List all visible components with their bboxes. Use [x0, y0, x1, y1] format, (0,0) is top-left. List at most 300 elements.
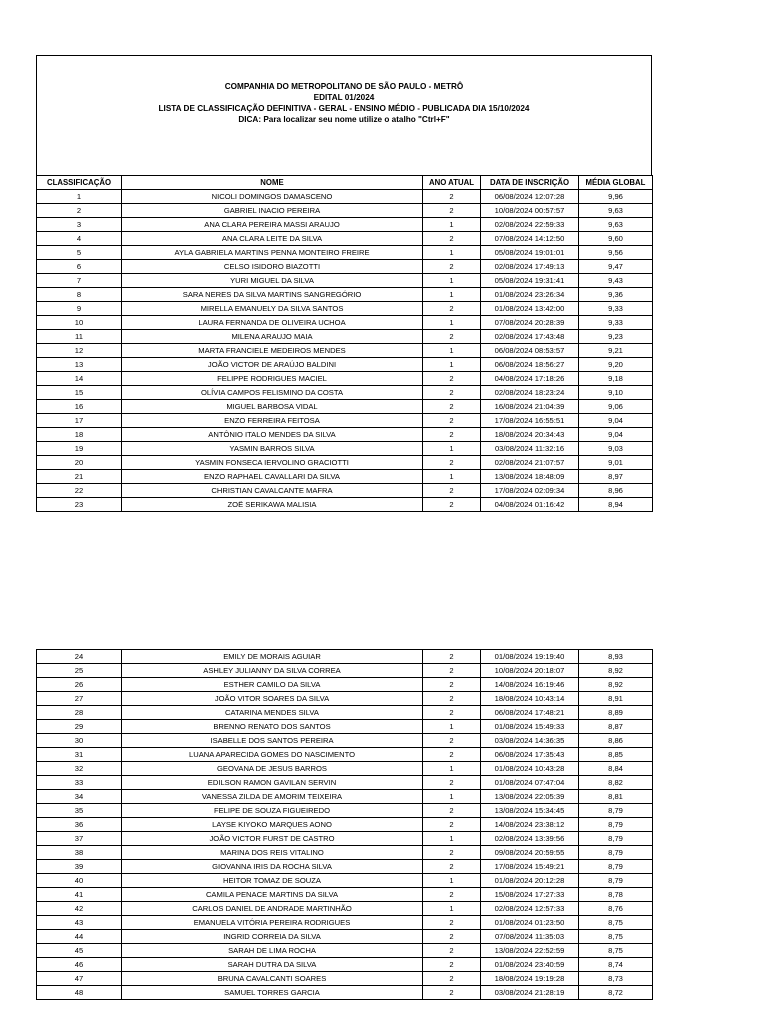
cell-nome: BRUNA CAVALCANTI SOARES — [122, 972, 423, 986]
cell-classificacao: 48 — [37, 986, 122, 1000]
table-header-row — [37, 176, 653, 190]
table-row — [37, 664, 653, 678]
cell-ano-atual: 2 — [423, 972, 481, 986]
cell-media-global: 9,18 — [579, 372, 653, 386]
cell-data-inscricao: 06/08/2024 08:53:57 — [481, 344, 579, 358]
cell-nome: CARLOS DANIEL DE ANDRADE MARTINHÃO — [122, 902, 423, 916]
table-row — [37, 484, 653, 498]
cell-nome: HEITOR TOMAZ DE SOUZA — [122, 874, 423, 888]
cell-classificacao: 26 — [37, 678, 122, 692]
cell-media-global: 9,06 — [579, 400, 653, 414]
table-row — [37, 832, 653, 846]
cell-nome: ZOË SERIKAWA MALISIA — [122, 498, 423, 512]
cell-media-global: 8,94 — [579, 498, 653, 512]
cell-media-global: 9,36 — [579, 288, 653, 302]
cell-classificacao: 9 — [37, 302, 122, 316]
cell-nome: JOÃO VICTOR FURST DE CASTRO — [122, 832, 423, 846]
cell-media-global: 8,96 — [579, 484, 653, 498]
table-row — [37, 972, 653, 986]
classification-table-2 — [36, 649, 653, 1000]
cell-nome: JOÃO VICTOR DE ARAÚJO BALDINI — [122, 358, 423, 372]
cell-nome: INGRID CORREIA DA SILVA — [122, 930, 423, 944]
classification-table-1 — [36, 175, 653, 512]
cell-ano-atual: 2 — [423, 498, 481, 512]
cell-classificacao: 4 — [37, 232, 122, 246]
cell-ano-atual: 2 — [423, 692, 481, 706]
table-row — [37, 400, 653, 414]
table-row — [37, 804, 653, 818]
cell-classificacao: 44 — [37, 930, 122, 944]
cell-data-inscricao: 07/08/2024 20:28:39 — [481, 316, 579, 330]
cell-ano-atual: 1 — [423, 470, 481, 484]
cell-ano-atual: 2 — [423, 330, 481, 344]
table-row — [37, 874, 653, 888]
cell-ano-atual: 1 — [423, 720, 481, 734]
cell-nome: LUANA APARECIDA GOMES DO NASCIMENTO — [122, 748, 423, 762]
cell-data-inscricao: 06/08/2024 17:48:21 — [481, 706, 579, 720]
cell-nome: ENZO RAPHAEL CAVALLARI DA SILVA — [122, 470, 423, 484]
cell-classificacao: 19 — [37, 442, 122, 456]
cell-classificacao: 29 — [37, 720, 122, 734]
cell-data-inscricao: 09/08/2024 20:59:55 — [481, 846, 579, 860]
cell-data-inscricao: 01/08/2024 23:40:59 — [481, 958, 579, 972]
table-row — [37, 190, 653, 204]
cell-data-inscricao: 13/08/2024 22:05:39 — [481, 790, 579, 804]
cell-data-inscricao: 04/08/2024 17:18:26 — [481, 372, 579, 386]
table-row — [37, 232, 653, 246]
cell-nome: EDILSON RAMON GAVILAN SERVIN — [122, 776, 423, 790]
page-block-1 — [36, 55, 652, 512]
table-row — [37, 204, 653, 218]
cell-media-global: 9,63 — [579, 218, 653, 232]
cell-classificacao: 14 — [37, 372, 122, 386]
table-row — [37, 776, 653, 790]
cell-ano-atual: 2 — [423, 944, 481, 958]
cell-nome: ASHLEY JULIANNY DA SILVA CORREA — [122, 664, 423, 678]
cell-media-global: 8,97 — [579, 470, 653, 484]
cell-nome: BRENNO RENATO DOS SANTOS — [122, 720, 423, 734]
cell-data-inscricao: 18/08/2024 20:34:43 — [481, 428, 579, 442]
table-row — [37, 958, 653, 972]
cell-ano-atual: 1 — [423, 274, 481, 288]
cell-classificacao: 28 — [37, 706, 122, 720]
cell-data-inscricao: 04/08/2024 01:16:42 — [481, 498, 579, 512]
table-row — [37, 274, 653, 288]
cell-classificacao: 12 — [37, 344, 122, 358]
cell-data-inscricao: 02/08/2024 13:39:56 — [481, 832, 579, 846]
cell-media-global: 9,04 — [579, 428, 653, 442]
cell-ano-atual: 2 — [423, 190, 481, 204]
cell-nome: ANA CLARA PEREIRA MASSI ARAUJO — [122, 218, 423, 232]
cell-ano-atual: 2 — [423, 414, 481, 428]
cell-nome: ANTÔNIO ITALO MENDES DA SILVA — [122, 428, 423, 442]
cell-data-inscricao: 17/08/2024 16:55:51 — [481, 414, 579, 428]
table-row — [37, 442, 653, 456]
cell-ano-atual: 2 — [423, 232, 481, 246]
cell-data-inscricao: 18/08/2024 10:43:14 — [481, 692, 579, 706]
table-row — [37, 344, 653, 358]
table-row — [37, 790, 653, 804]
cell-data-inscricao: 05/08/2024 19:31:41 — [481, 274, 579, 288]
cell-data-inscricao: 17/08/2024 15:49:21 — [481, 860, 579, 874]
cell-classificacao: 31 — [37, 748, 122, 762]
cell-classificacao: 2 — [37, 204, 122, 218]
cell-ano-atual: 1 — [423, 832, 481, 846]
cell-data-inscricao: 06/08/2024 17:35:43 — [481, 748, 579, 762]
cell-classificacao: 39 — [37, 860, 122, 874]
cell-nome: EMANUELA VITÓRIA PEREIRA RODRIGUES — [122, 916, 423, 930]
cell-media-global: 8,78 — [579, 888, 653, 902]
cell-data-inscricao: 10/08/2024 20:18:07 — [481, 664, 579, 678]
cell-ano-atual: 2 — [423, 664, 481, 678]
cell-media-global: 9,96 — [579, 190, 653, 204]
cell-nome: SARAH DE LIMA ROCHA — [122, 944, 423, 958]
cell-data-inscricao: 05/08/2024 19:01:01 — [481, 246, 579, 260]
cell-media-global: 8,79 — [579, 874, 653, 888]
table-row — [37, 386, 653, 400]
cell-media-global: 9,43 — [579, 274, 653, 288]
cell-media-global: 9,10 — [579, 386, 653, 400]
cell-classificacao: 38 — [37, 846, 122, 860]
cell-nome: MARINA DOS REIS VITALINO — [122, 846, 423, 860]
cell-nome: GEOVANA DE JESUS BARROS — [122, 762, 423, 776]
cell-nome: YASMIN BARROS SILVA — [122, 442, 423, 456]
table-row — [37, 456, 653, 470]
cell-ano-atual: 2 — [423, 734, 481, 748]
cell-ano-atual: 2 — [423, 860, 481, 874]
cell-classificacao: 43 — [37, 916, 122, 930]
cell-nome: YASMIN FONSECA IERVOLINO GRACIOTTI — [122, 456, 423, 470]
cell-data-inscricao: 15/08/2024 17:27:33 — [481, 888, 579, 902]
cell-classificacao: 8 — [37, 288, 122, 302]
cell-nome: EMILY DE MORAIS AGUIAR — [122, 650, 423, 664]
cell-nome: MIGUEL BARBOSA VIDAL — [122, 400, 423, 414]
cell-data-inscricao: 01/08/2024 01:23:50 — [481, 916, 579, 930]
cell-ano-atual: 2 — [423, 428, 481, 442]
cell-nome: CATARINA MENDES SILVA — [122, 706, 423, 720]
cell-nome: LAURA FERNANDA DE OLIVEIRA UCHOA — [122, 316, 423, 330]
cell-ano-atual: 2 — [423, 678, 481, 692]
cell-nome: LAYSE KIYOKO MARQUES AONO — [122, 818, 423, 832]
cell-nome: ENZO FERREIRA FEITOSA — [122, 414, 423, 428]
cell-nome: ISABELLE DOS SANTOS PEREIRA — [122, 734, 423, 748]
cell-data-inscricao: 02/08/2024 17:49:13 — [481, 260, 579, 274]
cell-nome: JOÃO VITOR SOARES DA SILVA — [122, 692, 423, 706]
cell-classificacao: 24 — [37, 650, 122, 664]
cell-data-inscricao: 01/08/2024 23:26:34 — [481, 288, 579, 302]
page-block-2 — [36, 649, 652, 1000]
cell-nome: SARAH DUTRA DA SILVA — [122, 958, 423, 972]
cell-nome: NICOLI DOMINGOS DAMASCENO — [122, 190, 423, 204]
cell-classificacao: 22 — [37, 484, 122, 498]
cell-ano-atual: 2 — [423, 748, 481, 762]
cell-data-inscricao: 03/08/2024 14:36:35 — [481, 734, 579, 748]
company-title: COMPANHIA DO METROPOLITANO DE SÃO PAULO - METRÔ — [224, 81, 464, 91]
cell-media-global: 8,89 — [579, 706, 653, 720]
table-row — [37, 860, 653, 874]
cell-classificacao: 40 — [37, 874, 122, 888]
cell-nome: FELIPPE RODRIGUES MACIEL — [122, 372, 423, 386]
cell-media-global: 9,60 — [579, 232, 653, 246]
cell-media-global: 8,92 — [579, 664, 653, 678]
table-row — [37, 470, 653, 484]
cell-media-global: 8,79 — [579, 832, 653, 846]
cell-nome: GIOVANNA IRIS DA ROCHA SILVA — [122, 860, 423, 874]
cell-media-global: 9,03 — [579, 442, 653, 456]
cell-media-global: 9,20 — [579, 358, 653, 372]
cell-classificacao: 46 — [37, 958, 122, 972]
cell-classificacao: 13 — [37, 358, 122, 372]
cell-nome: MIRELLA EMANUELY DA SILVA SANTOS — [122, 302, 423, 316]
table-row — [37, 720, 653, 734]
cell-data-inscricao: 02/08/2024 12:57:33 — [481, 902, 579, 916]
cell-ano-atual: 2 — [423, 650, 481, 664]
cell-classificacao: 25 — [37, 664, 122, 678]
cell-media-global: 8,75 — [579, 916, 653, 930]
table-row — [37, 706, 653, 720]
cell-data-inscricao: 02/08/2024 17:43:48 — [481, 330, 579, 344]
cell-classificacao: 1 — [37, 190, 122, 204]
table-row — [37, 888, 653, 902]
search-tip: DICA: Para localizar seu nome utilize o atalho "Ctrl+F" — [238, 114, 450, 124]
cell-ano-atual: 2 — [423, 302, 481, 316]
table-row — [37, 818, 653, 832]
cell-classificacao: 21 — [37, 470, 122, 484]
cell-media-global: 8,74 — [579, 958, 653, 972]
column-header-classificacao: CLASSIFICAÇÃO — [37, 176, 122, 190]
cell-ano-atual: 2 — [423, 260, 481, 274]
cell-classificacao: 20 — [37, 456, 122, 470]
cell-media-global: 8,85 — [579, 748, 653, 762]
cell-classificacao: 16 — [37, 400, 122, 414]
cell-data-inscricao: 14/08/2024 23:38:12 — [481, 818, 579, 832]
cell-nome: FELIPE DE SOUZA FIGUEIREDO — [122, 804, 423, 818]
cell-data-inscricao: 03/08/2024 21:28:19 — [481, 986, 579, 1000]
cell-nome: MARTA FRANCIELE MEDEIROS MENDES — [122, 344, 423, 358]
cell-nome: YURI MIGUEL DA SILVA — [122, 274, 423, 288]
cell-ano-atual: 2 — [423, 706, 481, 720]
table-row — [37, 986, 653, 1000]
cell-media-global: 8,72 — [579, 986, 653, 1000]
cell-ano-atual: 1 — [423, 358, 481, 372]
table-row — [37, 846, 653, 860]
cell-ano-atual: 1 — [423, 874, 481, 888]
table-row — [37, 678, 653, 692]
cell-data-inscricao: 13/08/2024 15:34:45 — [481, 804, 579, 818]
cell-nome: ESTHER CAMILO DA SILVA — [122, 678, 423, 692]
cell-classificacao: 33 — [37, 776, 122, 790]
cell-nome: ANA CLARA LEITE DA SILVA — [122, 232, 423, 246]
cell-media-global: 8,73 — [579, 972, 653, 986]
table-row — [37, 916, 653, 930]
cell-data-inscricao: 01/08/2024 20:12:28 — [481, 874, 579, 888]
cell-ano-atual: 2 — [423, 372, 481, 386]
edital-title: EDITAL 01/2024 — [313, 92, 375, 102]
cell-classificacao: 45 — [37, 944, 122, 958]
document-header — [36, 55, 652, 175]
cell-ano-atual: 1 — [423, 316, 481, 330]
cell-ano-atual: 2 — [423, 818, 481, 832]
column-header-data-inscricao: DATA DE INSCRIÇÃO — [481, 176, 579, 190]
cell-data-inscricao: 06/08/2024 12:07:28 — [481, 190, 579, 204]
cell-media-global: 9,56 — [579, 246, 653, 260]
table-row — [37, 288, 653, 302]
table-row — [37, 734, 653, 748]
table-row — [37, 650, 653, 664]
cell-media-global: 8,86 — [579, 734, 653, 748]
table-row — [37, 944, 653, 958]
cell-classificacao: 15 — [37, 386, 122, 400]
cell-ano-atual: 1 — [423, 246, 481, 260]
cell-media-global: 9,33 — [579, 316, 653, 330]
cell-data-inscricao: 06/08/2024 18:56:27 — [481, 358, 579, 372]
cell-data-inscricao: 01/08/2024 10:43:28 — [481, 762, 579, 776]
cell-ano-atual: 1 — [423, 442, 481, 456]
cell-classificacao: 27 — [37, 692, 122, 706]
cell-ano-atual: 2 — [423, 386, 481, 400]
table-row — [37, 302, 653, 316]
cell-data-inscricao: 02/08/2024 18:23:24 — [481, 386, 579, 400]
cell-ano-atual: 2 — [423, 776, 481, 790]
cell-data-inscricao: 16/08/2024 21:04:39 — [481, 400, 579, 414]
cell-classificacao: 42 — [37, 902, 122, 916]
cell-nome: VANESSA ZILDA DE AMORIM TEIXEIRA — [122, 790, 423, 804]
cell-classificacao: 47 — [37, 972, 122, 986]
cell-classificacao: 30 — [37, 734, 122, 748]
table-body-1 — [37, 190, 653, 512]
table-row — [37, 498, 653, 512]
cell-classificacao: 5 — [37, 246, 122, 260]
cell-ano-atual: 2 — [423, 888, 481, 902]
cell-media-global: 8,79 — [579, 818, 653, 832]
column-header-media-global: MÉDIA GLOBAL — [579, 176, 653, 190]
table-row — [37, 260, 653, 274]
cell-data-inscricao: 02/08/2024 22:59:33 — [481, 218, 579, 232]
cell-data-inscricao: 01/08/2024 15:49:33 — [481, 720, 579, 734]
table-row — [37, 316, 653, 330]
cell-ano-atual: 1 — [423, 288, 481, 302]
table-row — [37, 246, 653, 260]
cell-data-inscricao: 17/08/2024 02:09:34 — [481, 484, 579, 498]
cell-data-inscricao: 13/08/2024 22:52:59 — [481, 944, 579, 958]
table-row — [37, 902, 653, 916]
cell-data-inscricao: 01/08/2024 13:42:00 — [481, 302, 579, 316]
cell-classificacao: 7 — [37, 274, 122, 288]
cell-data-inscricao: 03/08/2024 11:32:16 — [481, 442, 579, 456]
cell-media-global: 9,04 — [579, 414, 653, 428]
cell-media-global: 8,76 — [579, 902, 653, 916]
cell-nome: CAMILA PENACE MARTINS DA SILVA — [122, 888, 423, 902]
cell-media-global: 9,63 — [579, 204, 653, 218]
table-row — [37, 428, 653, 442]
cell-media-global: 9,01 — [579, 456, 653, 470]
cell-classificacao: 37 — [37, 832, 122, 846]
cell-media-global: 8,79 — [579, 804, 653, 818]
cell-data-inscricao: 10/08/2024 00:57:57 — [481, 204, 579, 218]
cell-nome: AYLA GABRIELA MARTINS PENNA MONTEIRO FREIRE — [122, 246, 423, 260]
table-row — [37, 762, 653, 776]
cell-classificacao: 3 — [37, 218, 122, 232]
cell-ano-atual: 2 — [423, 986, 481, 1000]
table-row — [37, 414, 653, 428]
cell-ano-atual: 2 — [423, 400, 481, 414]
cell-ano-atual: 2 — [423, 204, 481, 218]
cell-ano-atual: 2 — [423, 930, 481, 944]
cell-nome: MILENA ARAUJO MAIA — [122, 330, 423, 344]
cell-data-inscricao: 18/08/2024 19:19:28 — [481, 972, 579, 986]
cell-data-inscricao: 02/08/2024 21:07:57 — [481, 456, 579, 470]
cell-nome: OLÍVIA CAMPOS FELISMINO DA COSTA — [122, 386, 423, 400]
cell-data-inscricao: 01/08/2024 19:19:40 — [481, 650, 579, 664]
cell-ano-atual: 1 — [423, 790, 481, 804]
list-title: LISTA DE CLASSIFICAÇÃO DEFINITIVA - GERAL - ENSINO MÉDIO - PUBLICADA DIA 15/10/2024 — [158, 103, 530, 113]
cell-classificacao: 6 — [37, 260, 122, 274]
cell-ano-atual: 2 — [423, 484, 481, 498]
cell-nome: CHRISTIAN CAVALCANTE MAFRA — [122, 484, 423, 498]
cell-nome: SAMUEL TORRES GARCIA — [122, 986, 423, 1000]
cell-media-global: 8,75 — [579, 930, 653, 944]
cell-media-global: 9,47 — [579, 260, 653, 274]
table-row — [37, 372, 653, 386]
table-row — [37, 748, 653, 762]
cell-media-global: 8,93 — [579, 650, 653, 664]
table-row — [37, 358, 653, 372]
table-row — [37, 330, 653, 344]
table-row — [37, 218, 653, 232]
column-header-ano-atual: ANO ATUAL — [423, 176, 481, 190]
cell-nome: GABRIEL INACIO PEREIRA — [122, 204, 423, 218]
cell-ano-atual: 2 — [423, 456, 481, 470]
column-header-nome: NOME — [122, 176, 423, 190]
cell-ano-atual: 2 — [423, 958, 481, 972]
cell-data-inscricao: 13/08/2024 18:48:09 — [481, 470, 579, 484]
cell-media-global: 8,82 — [579, 776, 653, 790]
cell-classificacao: 32 — [37, 762, 122, 776]
cell-media-global: 8,84 — [579, 762, 653, 776]
cell-media-global: 9,23 — [579, 330, 653, 344]
cell-media-global: 9,21 — [579, 344, 653, 358]
cell-ano-atual: 1 — [423, 902, 481, 916]
cell-ano-atual: 1 — [423, 218, 481, 232]
cell-classificacao: 34 — [37, 790, 122, 804]
cell-media-global: 8,79 — [579, 846, 653, 860]
cell-media-global: 9,33 — [579, 302, 653, 316]
cell-classificacao: 18 — [37, 428, 122, 442]
cell-data-inscricao: 07/08/2024 11:35:03 — [481, 930, 579, 944]
table-row — [37, 930, 653, 944]
cell-media-global: 8,81 — [579, 790, 653, 804]
cell-classificacao: 17 — [37, 414, 122, 428]
cell-media-global: 8,91 — [579, 692, 653, 706]
cell-nome: SARA NERES DA SILVA MARTINS SANGREGÓRIO — [122, 288, 423, 302]
cell-data-inscricao: 14/08/2024 16:19:46 — [481, 678, 579, 692]
table-row — [37, 692, 653, 706]
cell-media-global: 8,75 — [579, 944, 653, 958]
cell-ano-atual: 2 — [423, 804, 481, 818]
cell-classificacao: 41 — [37, 888, 122, 902]
cell-classificacao: 10 — [37, 316, 122, 330]
cell-media-global: 8,92 — [579, 678, 653, 692]
cell-classificacao: 11 — [37, 330, 122, 344]
cell-media-global: 8,79 — [579, 860, 653, 874]
cell-ano-atual: 2 — [423, 846, 481, 860]
cell-media-global: 8,87 — [579, 720, 653, 734]
cell-classificacao: 23 — [37, 498, 122, 512]
cell-ano-atual: 2 — [423, 916, 481, 930]
cell-ano-atual: 1 — [423, 762, 481, 776]
table-body-2 — [37, 650, 653, 1000]
cell-data-inscricao: 01/08/2024 07:47:04 — [481, 776, 579, 790]
